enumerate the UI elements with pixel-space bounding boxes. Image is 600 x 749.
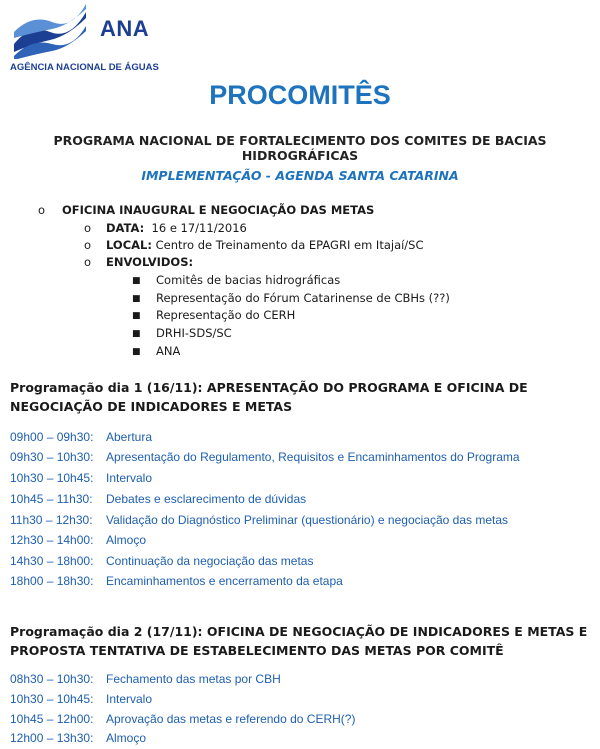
implementation-heading: IMPLEMENTAÇÃO - AGENDA SANTA CATARINA <box>141 168 459 183</box>
involved-item: ■ Comitês de bacias hidrográficas <box>132 273 341 287</box>
ana-logo <box>10 4 160 76</box>
circle-bullet-icon: o <box>84 255 92 269</box>
day2-heading-prefix: Programação dia 2 (17/11): <box>10 624 203 639</box>
local-label: LOCAL: <box>106 238 152 252</box>
date-label: DATA: <box>106 221 145 235</box>
square-bullet-icon: ■ <box>132 276 141 286</box>
outline-involved <box>84 255 193 269</box>
day1-heading-prefix: Programação dia 1 (16/11): <box>10 380 203 395</box>
square-bullet-icon: ■ <box>132 329 141 339</box>
day1-heading-text: APRESENTAÇÃO DO PROGRAMA E OFICINA DE NEGOCIAÇÃO DE INDICADORES E METAS <box>10 380 528 414</box>
involved-item: ■ DRHI-SDS/SC <box>132 326 232 340</box>
involved-item: ■ Representação do Fórum Catarinense de CBHs (??) <box>132 291 450 305</box>
day2-heading <box>10 622 595 660</box>
date-value: 16 e 17/11/2016 <box>151 221 247 235</box>
circle-bullet-icon: o <box>84 238 92 252</box>
circle-bullet-icon: o <box>84 221 92 235</box>
square-bullet-icon: ■ <box>132 311 141 321</box>
square-bullet-icon: ■ <box>132 347 141 357</box>
outline-main-item <box>38 203 374 217</box>
day2-heading-text: OFICINA DE NEGOCIAÇÃO DE INDICADORES E METAS E PROPOSTA TENTATIVA DE ESTABELECIMENTO DAS METAS POR COMITÊ <box>10 624 588 658</box>
square-bullet-icon: ■ <box>132 294 141 304</box>
logo-subtitle: AGÊNCIA NACIONAL DE ÁGUAS <box>10 62 159 73</box>
day1-heading <box>10 378 595 416</box>
water-waves-icon <box>10 4 90 59</box>
involved-item: ■ ANA <box>132 344 181 358</box>
circle-bullet-icon: o <box>38 203 46 217</box>
page-title: PROCOMITÊS <box>209 80 391 110</box>
outline-date <box>84 221 247 235</box>
program-subtitle: PROGRAMA NACIONAL DE FORTALECIMENTO DOS COMITES DE BACIAS HIDROGRÁFICAS <box>53 133 547 163</box>
logo-name: ANA <box>100 16 150 41</box>
involved-item: ■ Representação do CERH <box>132 308 296 322</box>
main-item-text: OFICINA INAUGURAL E NEGOCIAÇÃO DAS METAS <box>62 203 375 217</box>
outline-local <box>84 238 424 252</box>
local-value: Centro de Treinamento da EPAGRI em Itajaí/SC <box>155 238 424 252</box>
involved-label: ENVOLVIDOS: <box>106 255 194 269</box>
